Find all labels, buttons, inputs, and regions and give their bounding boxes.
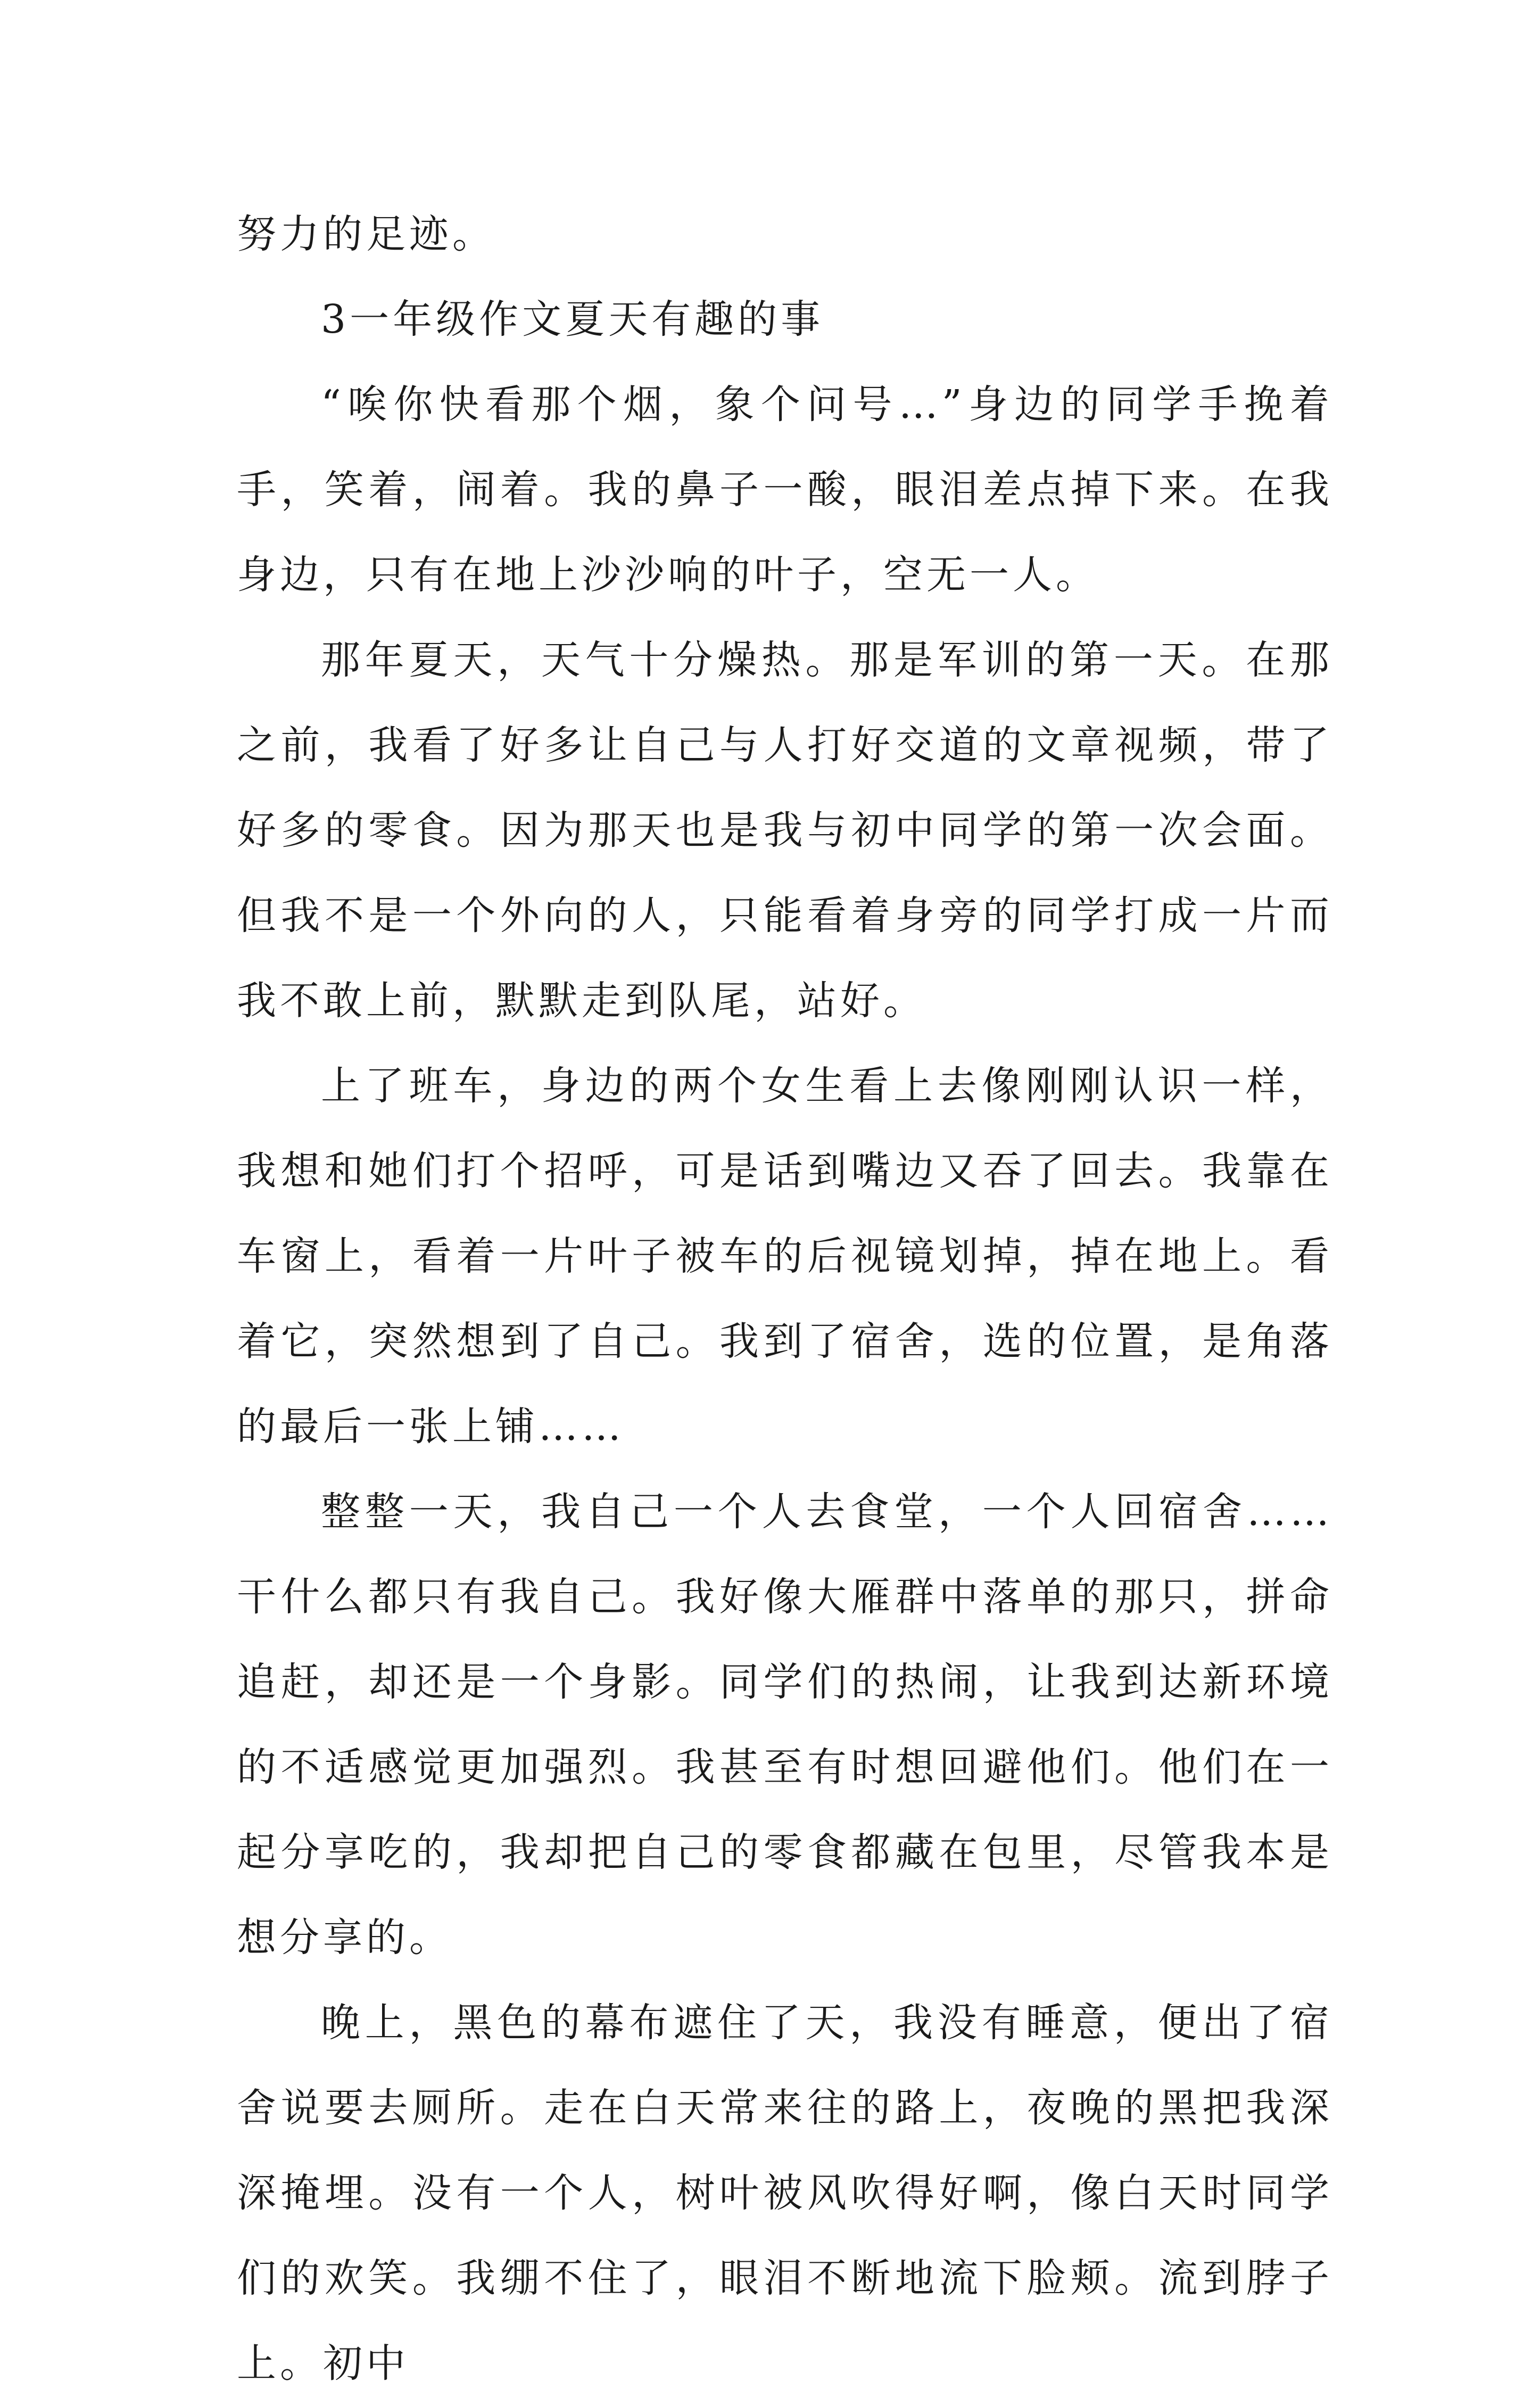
paragraph-2: 那年夏天，天气十分燥热。那是军训的第一天。在那之前，我看了好多让自己与人打好交道的文章视频，带了好多的零食。因为那天也是我与初中同学的第一次会面。但我不是一个外向的人，只能看着身旁的同学打成一片而我不敢上前，默默走到队尾，站好。 (237, 637, 1333, 1024)
paragraph-4: 整整一天，我自己一个人去食堂，一个人回宿舍……干什么都只有我自己。我好像大雁群中落单的那只，拼命追赶，却还是一个身影。同学们的热闹，让我到达新环境的不适感觉更加强烈。我甚至有时想回避他们。他们在一起分享吃的，我却把自己的零食都藏在包里，尽管我本是想分享的。 (237, 1489, 1333, 1960)
section-heading: 3一年级作文夏天有趣的事 (321, 296, 824, 342)
paragraph-1: “唉你快看那个烟，象个问号…”身边的同学手挽着手，笑着，闹着。我的鼻子一酸，眼泪差点掉下来。在我身边，只有在地上沙沙响的叶子，空无一人。 (237, 382, 1333, 598)
paragraph-continuation: 努力的足迹。 (237, 211, 495, 257)
paragraph-3: 上了班车，身边的两个女生看上去像刚刚认识一样，我想和她们打个招呼，可是话到嘴边又吞了回去。我靠在车窗上，看着一片叶子被车的后视镜划掉，掉在地上。看着它，突然想到了自己。我到了宿舍，选的位置，是角落的最后一张上铺…… (237, 1063, 1333, 1449)
paragraph-5: 晚上，黑色的幕布遮住了天，我没有睡意，便出了宿舍说要去厕所。走在白天常来往的路上，夜晚的黑把我深深掩埋。没有一个人，树叶被风吹得好啊，像白天时同学们的欢笑。我绷不住了，眼泪不断地流下脸颊。流到脖子上。初中 (237, 2000, 1333, 2386)
document-body (237, 192, 1333, 2406)
